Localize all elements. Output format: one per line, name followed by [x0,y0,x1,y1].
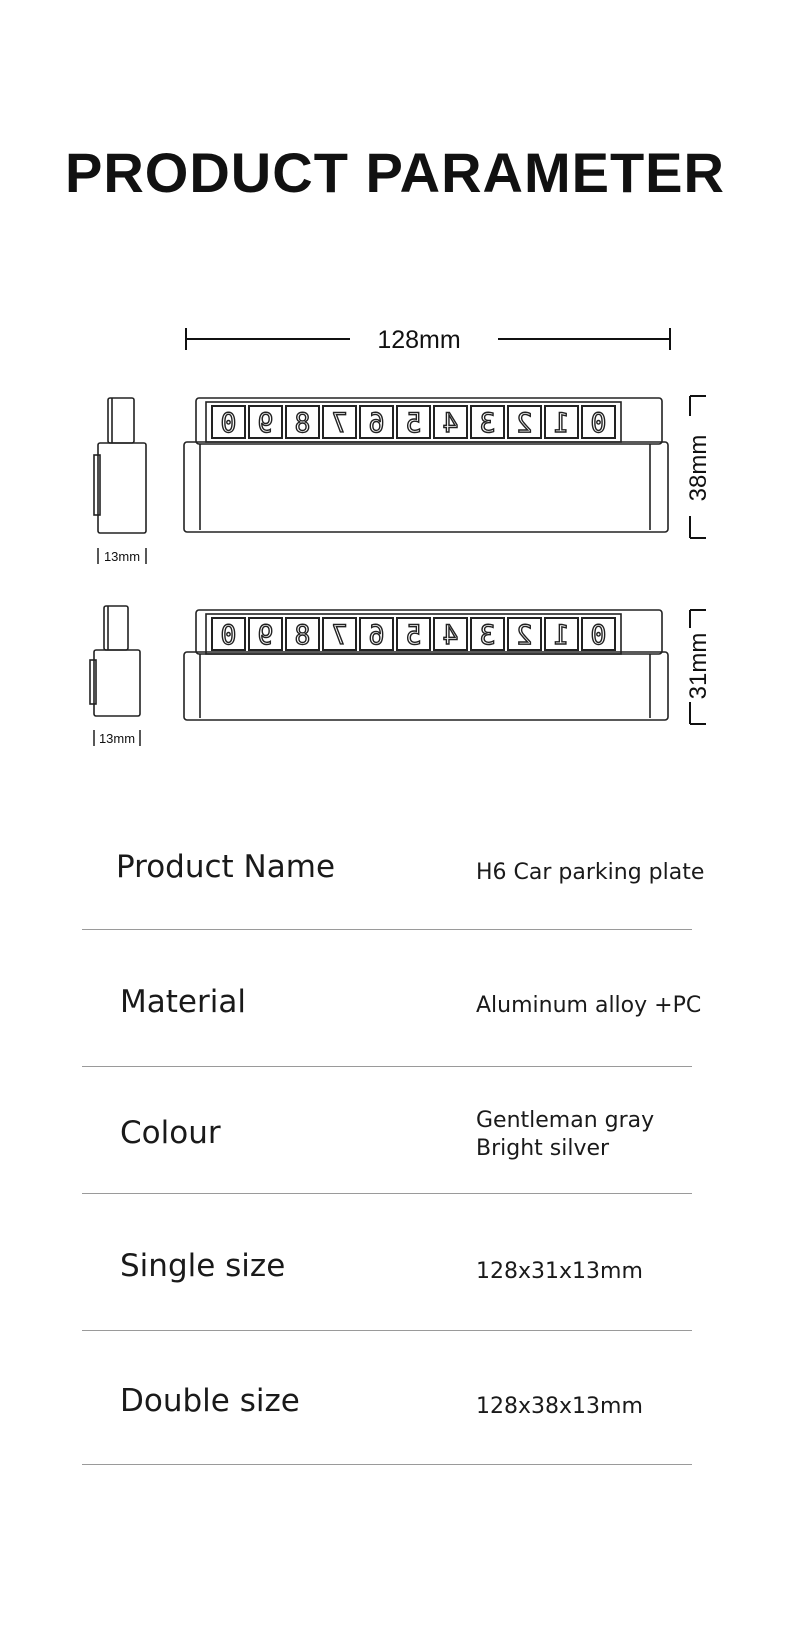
digit-glyph: 0 [590,409,607,440]
single-side-view [90,606,140,716]
spec-row-colour [82,1067,692,1194]
digit-glyph: 7 [331,621,348,652]
digit-glyph: 0 [220,621,237,652]
spec-value [476,1107,654,1163]
digit-glyph: 1 [553,409,570,440]
spec-row-double-size [82,1331,692,1465]
spec-row-single-size [82,1194,692,1331]
digit-glyph: 2 [516,621,533,652]
digit-glyph: 1 [553,621,570,652]
width-label: 128mm [377,326,461,354]
digit-glyph: 3 [479,409,496,440]
spec-table [82,815,705,1465]
product-dimension-drawing [0,320,790,760]
spec-label: Material [120,984,246,1020]
digit-glyph: 6 [368,409,385,440]
spec-label: Single size [120,1248,286,1284]
digit-glyph: 8 [294,409,311,440]
single-digit-row [206,614,621,654]
double-digit-row [206,402,621,442]
spec-label: Product Name [116,849,336,885]
digit-glyph: 7 [331,409,348,440]
spec-value-line: Bright silver [476,1136,610,1161]
spec-value-line: Gentleman gray [476,1108,655,1133]
spec-value [476,1258,643,1286]
digit-glyph: 5 [405,409,422,440]
single-height-label: 31mm [685,632,712,700]
spec-value [476,1393,643,1421]
double-height-label: 38mm [685,434,712,502]
double-depth-label: 13mm [103,549,141,564]
spec-row-material [82,930,702,1067]
digit-glyph: 2 [516,409,533,440]
spec-label: Double size [120,1383,300,1419]
digit-glyph: 0 [590,621,607,652]
digit-glyph: 4 [442,621,459,652]
spec-row-product-name [82,815,705,930]
spec-value [476,992,701,1020]
digit-glyph: 5 [405,621,422,652]
single-depth-label: 13mm [98,731,136,746]
spec-value-line: Aluminum alloy +PC [476,993,702,1018]
spec-value-line: H6 Car parking plate [476,860,705,885]
digit-glyph: 0 [220,409,237,440]
spec-label: Colour [120,1115,221,1151]
digit-glyph: 9 [257,621,274,652]
digit-glyph: 3 [479,621,496,652]
digit-glyph: 8 [294,621,311,652]
spec-value [476,859,704,887]
digit-glyph: 9 [257,409,274,440]
double-side-view [94,398,146,533]
spec-value-line: 128x38x13mm [476,1394,643,1419]
spec-value-line: 128x31x13mm [476,1259,643,1284]
page-title: PRODUCT PARAMETER [65,141,725,204]
digit-glyph: 4 [442,409,459,440]
digit-glyph: 6 [368,621,385,652]
